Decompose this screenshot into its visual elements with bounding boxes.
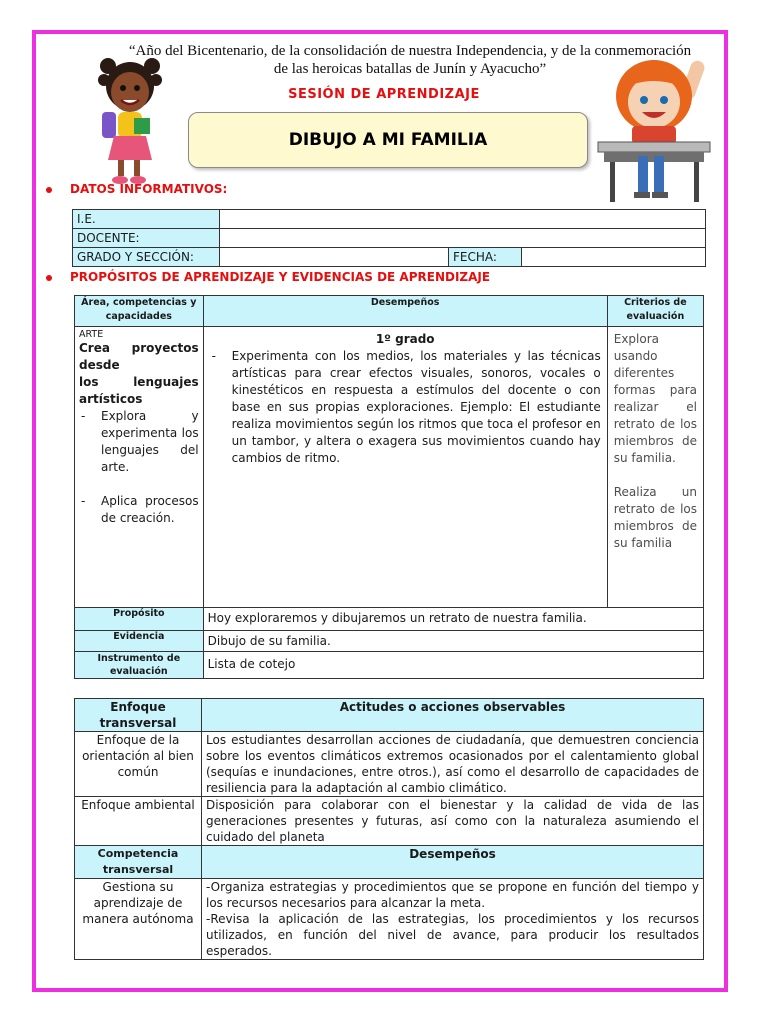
motto-line-2: de las heroicas batallas de Junín y Ayacucho” xyxy=(273,61,547,77)
datos-section-heading xyxy=(46,182,746,196)
competencia-transversal: Gestiona su aprendizaje de manera autónoma xyxy=(75,879,202,960)
grado-label: GRADO Y SECCIÓN: xyxy=(73,248,220,267)
capacidad-item: - Aplica procesos de creación. xyxy=(79,493,199,527)
datos-title: DATOS INFORMATIVOS: xyxy=(70,182,228,196)
competencia-transversal-desempenos xyxy=(202,879,704,960)
instrumento-label: Instrumento de evaluación xyxy=(75,652,204,679)
area-cell xyxy=(75,327,204,608)
propositos-title: PROPÓSITOS DE APRENDIZAJE Y EVIDENCIAS DE APRENDIZAJE xyxy=(70,270,491,284)
enfoque-bien-comun: Enfoque de la orientación al bien común xyxy=(75,732,202,797)
ie-value xyxy=(220,210,706,229)
fecha-value xyxy=(522,248,706,267)
evidencia-label: Evidencia xyxy=(75,631,204,652)
session-label: SESIÓN DE APRENDIZAJE xyxy=(288,87,480,102)
area-header: Área, competencias y capacidades xyxy=(75,296,204,327)
desempenos-header: Desempeños xyxy=(203,296,607,327)
info-table xyxy=(72,209,706,267)
enfoque-ambiental: Enfoque ambiental xyxy=(75,797,202,846)
fecha-label: FECHA: xyxy=(449,248,522,267)
ie-label: I.E. xyxy=(73,210,220,229)
capacidades-list xyxy=(79,408,199,527)
desempenos-transversal-header: Desempeños xyxy=(202,846,704,879)
title-box xyxy=(188,112,588,168)
bullet-icon xyxy=(46,275,52,281)
desempeno-list xyxy=(210,348,601,467)
competencia-line-1: Crea proyectos desde xyxy=(79,341,199,372)
criterios-cell xyxy=(607,327,703,608)
national-year-motto xyxy=(80,42,740,78)
criterios-header: Criterios de evaluación xyxy=(607,296,703,327)
enfoque-table xyxy=(74,698,704,960)
desempeno-cell xyxy=(203,327,607,608)
bullet-icon xyxy=(46,187,52,193)
desempeno-transversal-item: -Revisa la aplicación de las estrategias, los procedimientos y los recursos utilizados, en función del nivel de avance, para producir los resultados esperados. xyxy=(206,912,699,958)
criterio-item: Realiza un retrato de los miembros de su familia xyxy=(613,485,697,550)
docente-value xyxy=(220,229,706,248)
desempeno-item: - Experimenta con los medios, los materiales y las técnicas artísticas para crear efectos visuales, sonoros, vocales o kinestéticos en respuesta a estímulos del docente o con base en sus propias exploraciones. Ejemplo: El estudiante realiza movimientos según los ritmos que toca el profesor en un tambor, y altera o exagera sus movimientos cuando hay cambios de ritmo. xyxy=(210,348,601,467)
area-label: ARTE xyxy=(79,329,104,340)
purpose-table xyxy=(74,295,704,679)
proposito-value: Hoy exploraremos y dibujaremos un retrato de nuestra familia. xyxy=(203,608,703,631)
grado-value xyxy=(220,248,449,267)
capacidad-item: - Explora y experimenta los lenguajes del arte. xyxy=(79,408,199,476)
desempeno-transversal-item: -Organiza estrategias y procedimientos que se propone en función del tiempo y los recursos necesarios para alcanzar la meta. xyxy=(206,880,699,910)
actitudes-header: Actitudes o acciones observables xyxy=(202,699,704,732)
proposito-label: Propósito xyxy=(75,608,204,631)
docente-label: DOCENTE: xyxy=(73,229,220,248)
motto-line-1: “Año del Bicentenario, de la consolidación de nuestra Independencia, y de la conmemoración xyxy=(128,43,692,59)
enfoque-header: Enfoque transversal xyxy=(75,699,202,732)
enfoque-ambiental-actitud: Disposición para colaborar con el bienestar y la calidad de vida de las generaciones presentes y futuras, así como con la naturaleza asumiendo el cuidado del planeta xyxy=(202,797,704,846)
competencia-transversal-header: Competencia transversal xyxy=(75,846,202,879)
enfoque-bien-comun-actitud: Los estudiantes desarrollan acciones de ciudadanía, que demuestren conciencia sobre los eventos climáticos extremos ocasionados por el calentamiento global (sequías e inundaciones, entre otros.), así como el desarrollo de capacidades de resiliencia para la adaptación al cambio climático. xyxy=(202,732,704,797)
competencia-line-2: los lenguajes artísticos xyxy=(79,375,199,406)
propositos-section-heading xyxy=(46,270,746,284)
grade-label: 1º grado xyxy=(375,332,435,346)
instrumento-value: Lista de cotejo xyxy=(203,652,703,679)
criterio-item: Explora usando diferentes formas para realizar el retrato de los miembros de su familia. xyxy=(613,332,697,465)
page-title: DIBUJO A MI FAMILIA xyxy=(288,130,488,150)
evidencia-value: Dibujo de su familia. xyxy=(203,631,703,652)
